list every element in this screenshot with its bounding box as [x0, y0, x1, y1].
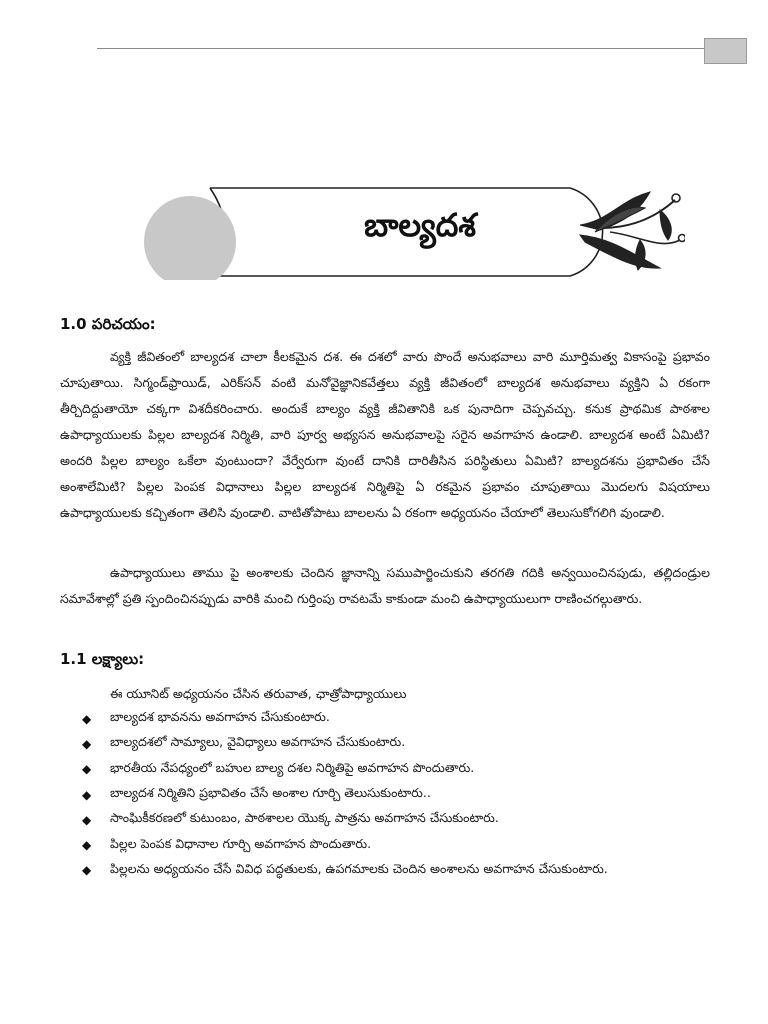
intro-paragraph-1: వ్యక్తి జీవితంలో బాల్యదశ చాలా కీలకమైన దశ. ఈ దశలో వారు పొందే అనుభవాలు వారి మూర్తిమత్వ వికాసంపై ప్రభావం చూపుతాయి. సిగ్మండ్‌ఫ్రాయిడ్, ఎరిక్‌సన్ వంటి మనోవైజ్ఞానికవేత్తలు వ్యక్తి జీవితంలో బాల్యదశ అనుభవాలు వ్యక్తిని ఏ రకంగా తీర్చిదిద్దుతాయో చక్కగా విశదీకరించారు. అందుకే బాల్యం వ్యక్తి జీవితానికి ఒక పునాదిగా చెప్పవచ్చు. కనుక ప్రాథమిక పాఠశాల ఉపాధ్యాయులకు పిల్లల బాల్యదశ నిర్మితి, వారి పూర్వ అభ్యసన అనుభవాలపై సరైన అవగాహన ఉండాలి. బాల్యదశ అంటే ఏమిటి? అందరి పిల్లల బాల్యం ఒకేలా వుంటుందా? వేర్వేరుగా వుంటే దానికి దారితీసిన పరిస్థితులు ఏమిటి? బాల్యదశను ప్రభావితం చేసే అంశాలేమిటి? పిల్లల పెంపక విధానాలు పిల్లల బాల్యదశ నిర్మితిపై ఏ రకమైన ప్రభావం చూపుతాయి మొదలగు విషయాలు ఉపాధ్యాయులకు కచ్చితంగా తెలిసి వుండాలి. వాటితోపాటు బాలలను ఏ రకంగా అధ్యయనం చేయాలో తెలుసుకోగలిగి వుండాలి. [60, 349, 710, 520]
list-item [82, 832, 722, 857]
list-item [82, 858, 722, 883]
objective-text: బాల్యదశలో సామ్యాలు, వైవిధ్యాలు అవగాహన చేసుకుంటారు. [110, 734, 406, 750]
header-rule [97, 48, 705, 49]
objective-text: బాల్యదశ నిర్మితిని ప్రభావితం చేసే అంశాల గూర్చి తెలుసుకుంటారు.. [110, 785, 431, 801]
chapter-title: బాల్యదశ [364, 206, 476, 244]
diamond-bullet-icon: ◆ [82, 863, 92, 878]
diamond-bullet-icon: ◆ [82, 762, 92, 777]
diamond-bullet-icon: ◆ [82, 736, 92, 751]
objectives-intro: ఈ యూనిట్ అధ్యయనం చేసిన తరువాత, ఛాత్రోపాధ్యాయులు [110, 686, 407, 701]
list-item [82, 731, 722, 756]
page-tab-box [704, 38, 747, 64]
diamond-bullet-icon: ◆ [82, 838, 92, 853]
diamond-bullet-icon: ◆ [82, 812, 92, 827]
list-item [82, 706, 722, 731]
floral-ornament-icon [580, 192, 685, 270]
section-heading-objectives: 1.1 లక్ష్యాలు: [60, 650, 145, 668]
objective-text: సాంఘికీకరణలో కుటుంబం, పాఠశాలల యొక్క పాత్రను అవగాహన చేసుకుంటారు. [110, 810, 499, 826]
section-heading-introduction: 1.0 పరిచయం: [60, 315, 156, 333]
objective-text: పిల్లల పెంపక విధానాల గూర్చి అవగాహన పొందుతారు. [110, 835, 372, 851]
diamond-bullet-icon: ◆ [82, 711, 92, 726]
list-item [82, 782, 722, 807]
intro-paragraph-2: ఉపాధ్యాయులు తాము పై అంశాలకు చెందిన జ్ఞానాన్ని సముపార్జించుకుని తరగతి గదికి అన్వయించినపుడు, తల్లిదండ్రుల సమావేశాల్లో ప్రతి స్పందించినప్పుడు వారికి మంచి గుర్తింపు రావటమే కాకుండా మంచి ఉపాధ్యాయులుగా రాణించగల్గుతారు. [60, 565, 710, 606]
objective-text: పిల్లలను అధ్యయనం చేసే వివిధ పద్ధతులకు, ఉపగమాలకు చెందిన అంశాలను అవగాహన చేసుకుంటారు. [110, 860, 608, 876]
objectives-list [82, 706, 722, 883]
diamond-bullet-icon: ◆ [82, 787, 92, 802]
list-item [82, 757, 722, 782]
objective-text: భారతీయ నేపధ్యంలో బహుల బాల్య దశల నిర్మితిపై అవగాహన పొందుతారు. [110, 759, 475, 775]
list-item [82, 807, 722, 832]
objective-text: బాల్యదశ భావనను అవగాహన చేసుకుంటారు. [110, 709, 330, 725]
